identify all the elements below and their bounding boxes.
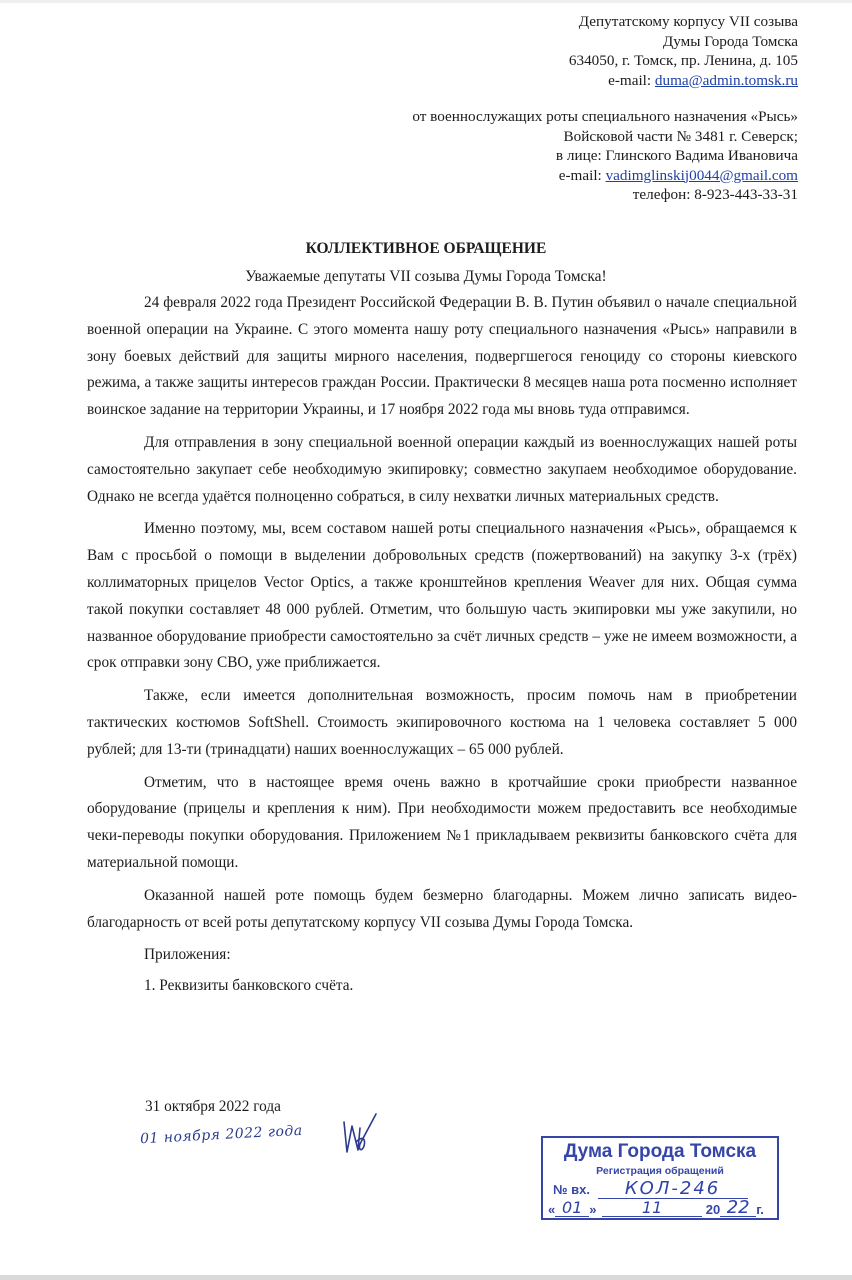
page-bottom-edge [0, 1275, 852, 1280]
salutation: Уважаемые депутаты VII созыва Думы Города Томска! [245, 268, 607, 285]
stamp-day: 01 [555, 1200, 589, 1217]
sender-line: Войсковой части № 3481 г. Северск; [563, 127, 798, 145]
addressee-line: 634050, г. Томск, пр. Ленина, д. 105 [568, 52, 798, 69]
registration-stamp [541, 1136, 779, 1220]
stamp-number-value: КОЛ-246 [598, 1180, 748, 1199]
sender-line: в лице: Глинского Вадима Ивановича [555, 147, 798, 164]
sender-email-link[interactable]: vadimglinskij0044@gmail.com [605, 166, 798, 184]
email-label: e-mail: [558, 166, 602, 184]
sender-email-line [278, 166, 798, 186]
paragraph: Именно поэтому, мы, всем составом нашей роты специального назначения «Рысь», обращаемся к Вам с просьбой о помощи в выделении добровольных средств (пожертвований) на закупку 3-х (трёх) коллиматорных прицелов Vector Optics, а также кронштейнов крепления Weaver для них. Общая сумма такой покупки составляет 48 000 рублей. Отметим, что большую часть экипировки мы уже закупили, но названное оборудование приобрести самостоятельно за счёт личных средств – уже не имеем возможности, а срок отправки зону СВО, уже приближается. [87, 520, 797, 672]
signature-icon [340, 1112, 380, 1158]
addressee-line: Депутатскому корпусу VII созыва [578, 13, 798, 30]
paragraph: 24 февраля 2022 года Президент Российской Федерации В. В. Путин объявил о начале специальной военной операции на Украине. С этого момента нашу роту специального назначения «Рысь» направили в зону боевых действий для защиты мирного населения, подвергшегося геноциду со стороны киевского режима, а также защиты интересов граждан России. Практически 8 месяцев наша рота посменно исполняет воинское задание на территории Украины, и 17 ноября 2022 года мы вновь туда отправимся. [87, 294, 797, 419]
sender-phone: телефон: 8-923-443-33-31 [632, 186, 798, 203]
attachment-item: 1. Реквизиты банковского счёта. [144, 977, 354, 995]
email-label: e-mail: [608, 71, 652, 89]
stamp-subtitle: Регистрация обращений [596, 1165, 724, 1177]
sender-line: от военнослужащих роты специального назначения «Рысь» [412, 108, 798, 125]
printed-date: 31 октября 2022 года [145, 1098, 281, 1115]
document-title: КОЛЛЕКТИВНОЕ ОБРАЩЕНИЕ [305, 240, 547, 257]
paragraph: Оказанной нашей роте помощь будем безмерно благодарны. Можем лично записать видео-благодарность от всей роты депутатскому корпусу VII созыва Думы Города Томска. [87, 886, 797, 931]
stamp-year-prefix: 20 [705, 1202, 721, 1217]
stamp-quote-open: « [548, 1202, 556, 1217]
handwritten-date: 01 ноября 2022 года [139, 1122, 304, 1148]
page-top-edge [0, 0, 852, 3]
attachments-label: Приложения: [144, 946, 231, 964]
letter-body [87, 290, 797, 1004]
stamp-number-label: № вх. [553, 1182, 590, 1197]
stamp-quote-close: » [589, 1202, 597, 1217]
addressee-email-link[interactable]: duma@admin.tomsk.ru [654, 71, 798, 89]
stamp-month: 11 [602, 1200, 702, 1217]
addressee-email-line [378, 71, 798, 91]
paragraph: Для отправления в зону специальной военной операции каждый из военнослужащих нашей роты самостоятельно закупает себе необходимую экипировку; совместно закупаем необходимое оборудование. Однако не всегда удаётся полноценно собраться, в силу нехватки личных материальных средств. [87, 433, 797, 505]
stamp-date-row [548, 1197, 774, 1218]
addressee-line: Думы Города Томска [662, 32, 798, 50]
stamp-year-suffix: г. [756, 1202, 764, 1217]
stamp-number-row [553, 1180, 748, 1199]
stamp-organization: Дума Города Томска [563, 1141, 757, 1162]
addressee-block [378, 12, 798, 90]
stamp-year: 22 [720, 1200, 756, 1217]
sender-block [278, 107, 798, 205]
paragraph: Также, если имеется дополнительная возможность, просим помочь нам в приобретении тактических костюмов SoftShell. Стоимость экипировочного костюма на 1 человека составляет 5 000 рублей; для 13-ти (тринадцати) наших военнослужащих – 65 000 рублей. [87, 687, 797, 758]
paragraph: Отметим, что в настоящее время очень важно в кротчайшие сроки приобрести названное оборудование (прицелы и крепления к ним). При необходимости можем предоставить все необходимые чеки-переводы покупки оборудования. Приложением №1 прикладываем реквизиты банковского счёта для материальной помощи. [87, 773, 797, 871]
